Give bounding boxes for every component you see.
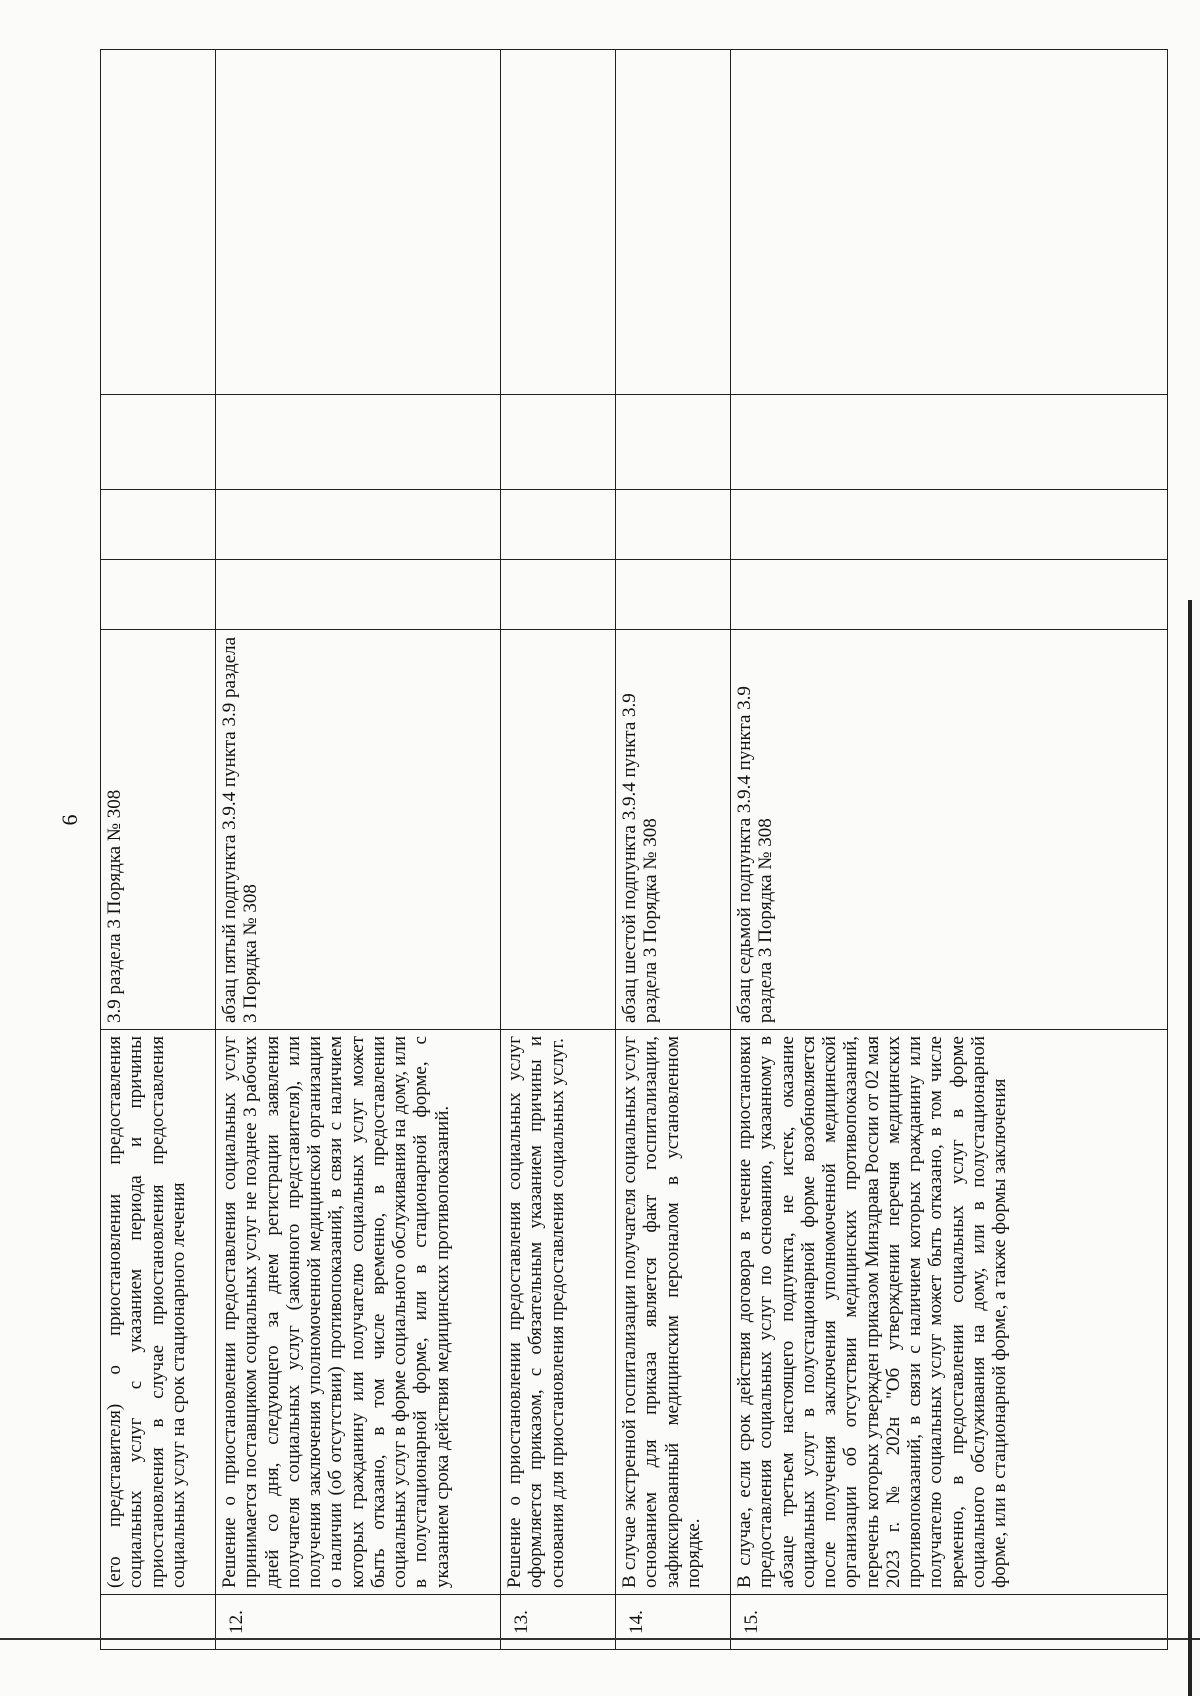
- row-text: В случае экстренной госпитализации получателя социальных услуг основанием для приказа является факт госпитализации, зафиксированный медицинским персоналом в установленном порядке.: [616, 1030, 731, 1595]
- regulation-table: [100, 49, 1168, 1650]
- empty-cell: [216, 560, 501, 630]
- row-number: 15.: [731, 1595, 1168, 1650]
- empty-cell: [501, 560, 616, 630]
- scan-right-edge: [1188, 600, 1192, 1696]
- empty-cell: [101, 395, 216, 490]
- rotated-table-wrapper: [100, 50, 1167, 1650]
- row-text: В случае, если срок действия договора в течение приостановки предоставления социальных услуг по основанию, указанному в абзаце третьем настоящего подпункта, не истек, оказание социальных услуг в полустационарной форме возобновляется после получения заключения уполномоченной медицинской организации об отсутствии медицинских противопоказаний, перечень которых утвержден приказом Минздрава России от 02 мая 2023 г. № 202н "Об утверждении перечня медицинских противопоказаний, в связи с наличием которых гражданину или получателю социальных услуг может быть отказано, в том числе временно, в предоставлении социальных услуг в форме социального обслуживания на дому, или в полустационарной форме, или в стационарной форме, а также формы заключения: [731, 1030, 1168, 1595]
- scan-edge-line: [0, 1638, 1200, 1640]
- table-row: [101, 50, 216, 1650]
- row-text: Решение о приостановлении предоставления социальных услуг оформляется приказом, с обязательным указанием причины и основания для приостановления предоставления социальных услуг.: [501, 1030, 616, 1595]
- empty-cell: [216, 395, 501, 490]
- row-basis: абзац седьмой подпункта 3.9.4 пункта 3.9 раздела 3 Порядка № 308: [731, 630, 1168, 1030]
- empty-cell: [616, 395, 731, 490]
- row-text: (его представителя) о приостановлении предоставления социальных услуг с указанием периода и причины приостановления в случае приостановления предоставления социальных услуг на срок стационарного лечения: [101, 1030, 216, 1595]
- page-number: 6: [57, 814, 82, 826]
- row-text: Решение о приостановлении предоставления социальных услуг принимается поставщиком социальных услуг не позднее 3 рабочих дней со дня, следующего за днем регистрации заявления получателя социальных услуг (законного представителя), или получения заключения уполномоченной медицинской организации о наличии (об отсутствии) противопоказаний, в связи с наличием которых гражданину или получателю социальных услуг может быть отказано, в том числе временно, в предоставлении социальных услуг в форме социального обслуживания на дому, или в полустационарной форме, или в стационарной форме, с указанием срока действия медицинских противопоказаний.: [216, 1030, 501, 1595]
- row-basis: абзац шестой подпункта 3.9.4 пункта 3.9 раздела 3 Порядка № 308: [616, 630, 731, 1030]
- table-row: [731, 50, 1168, 1650]
- empty-cell: [616, 490, 731, 560]
- table-row: [216, 50, 501, 1650]
- empty-cell: [501, 395, 616, 490]
- empty-cell: [501, 50, 616, 395]
- empty-cell: [731, 560, 1168, 630]
- empty-cell: [731, 490, 1168, 560]
- empty-cell: [616, 50, 731, 395]
- empty-cell: [501, 490, 616, 560]
- empty-cell: [616, 560, 731, 630]
- empty-cell: [101, 560, 216, 630]
- empty-cell: [216, 50, 501, 395]
- empty-cell: [731, 50, 1168, 395]
- row-number: 14.: [616, 1595, 731, 1650]
- empty-cell: [731, 395, 1168, 490]
- table-row: [501, 50, 616, 1650]
- row-number: 13.: [501, 1595, 616, 1650]
- table-row: [616, 50, 731, 1650]
- row-basis: абзац пятый подпункта 3.9.4 пункта 3.9 раздела 3 Порядка № 308: [216, 630, 501, 1030]
- empty-cell: [216, 490, 501, 560]
- empty-cell: [101, 490, 216, 560]
- row-basis: 3.9 раздела 3 Порядка № 308: [101, 630, 216, 1030]
- empty-cell: [101, 50, 216, 395]
- row-number: [101, 1595, 216, 1650]
- row-basis: [501, 630, 616, 1030]
- row-number: 12.: [216, 1595, 501, 1650]
